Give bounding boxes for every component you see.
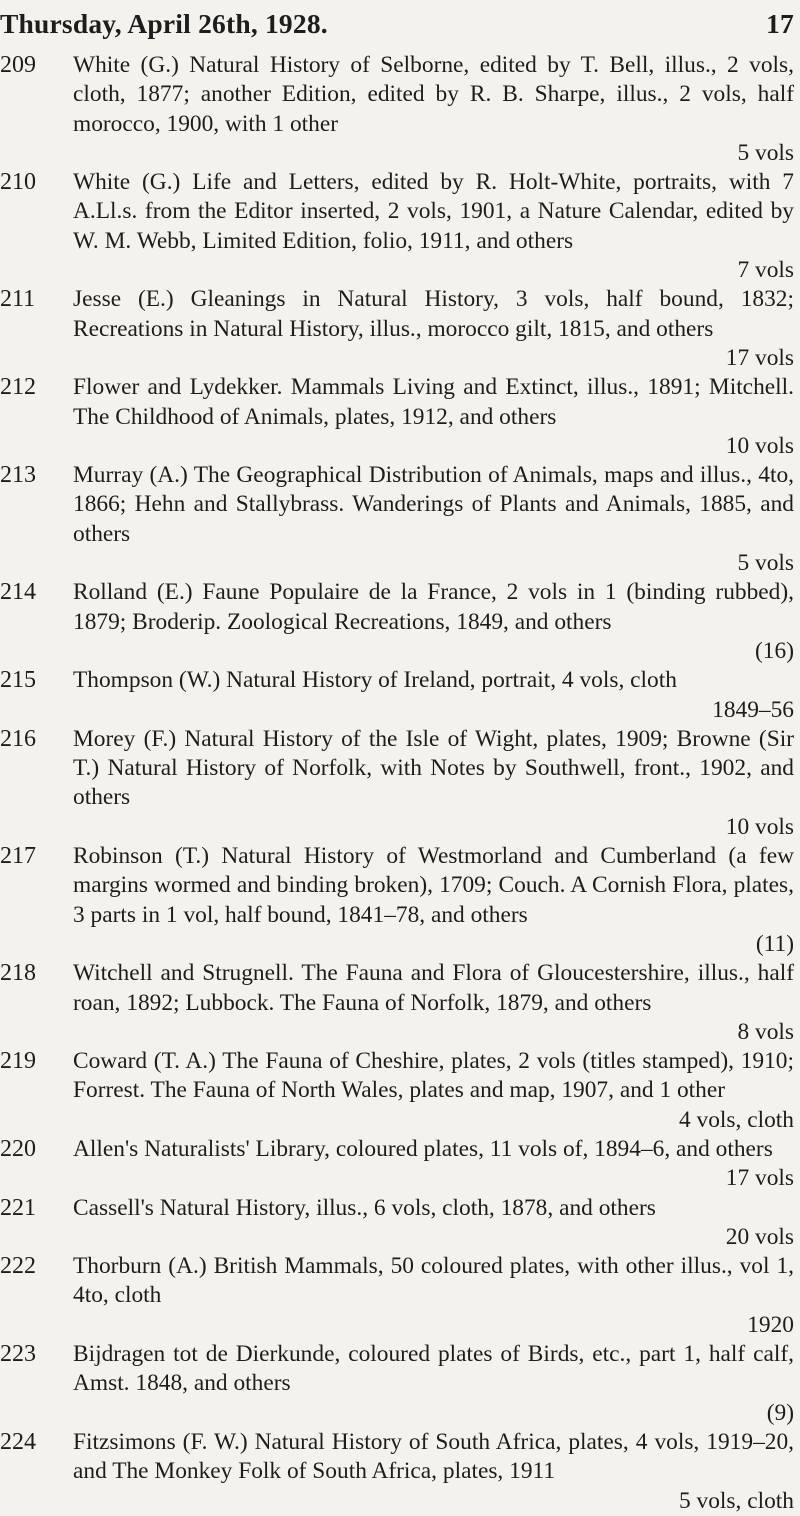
lot-description [73, 959, 794, 1047]
lot-description [73, 666, 794, 725]
lot-entry [0, 1340, 800, 1428]
lot-description [73, 373, 794, 461]
lot-text: Morey (F.) Natural History of the Isle of Wight, plates, 1909; Browne (Sir T.) Natural History of Norfolk, with Notes by Southwell, front., 1902, and others [73, 725, 794, 811]
lot-description [73, 51, 794, 168]
lot-quantity: 4 vols, cloth [678, 1106, 794, 1133]
lot-number: 224 [0, 1428, 36, 1455]
lot-number: 217 [0, 843, 36, 870]
lot-description [73, 461, 794, 578]
lot-number: 221 [0, 1194, 36, 1221]
lot-quantity: 17 vols [725, 344, 794, 371]
lot-number: 209 [0, 52, 36, 78]
lot-text: Rolland (E.) Faune Populaire de la France, 2 vols in 1 (binding rubbed), 1879; Broderip. Zoological Recreations, 1849, and others [73, 579, 794, 635]
lot-text: Robinson (T.) Natural History of Westmorland and Cumberland (a few margins wormed and binding broken), 1709; Couch. A Cornish Flora, plates, 3 parts in 1 vol, half bound, 1841–78, and others [73, 843, 794, 928]
lot-text: Cassell's Natural History, illus., 6 vols, cloth, 1878, and others [73, 1194, 656, 1221]
lot-quantity: 1849–56 [712, 696, 794, 723]
lot-entry [0, 725, 800, 842]
lot-quantity: 10 vols [725, 813, 794, 840]
lot-description [73, 1340, 794, 1428]
lot-number: 211 [0, 286, 36, 313]
lot-text: Coward (T. A.) The Fauna of Cheshire, plates, 2 vols (titles stamped), 1910; Forrest. The Fauna of North Wales, plates and map, 1907, and 1 other [73, 1048, 794, 1104]
lot-quantity: 5 vols, cloth [678, 1487, 794, 1514]
lot-entry [0, 578, 800, 666]
lot-number: 223 [0, 1341, 36, 1368]
sale-date: Thursday, April 26th, 1928. [0, 8, 328, 39]
lot-quantity: 5 vols [737, 139, 794, 166]
lot-quantity: 20 vols [725, 1223, 794, 1250]
lot-quantity: 10 vols [725, 432, 794, 459]
lot-number: 210 [0, 169, 36, 196]
lot-description [73, 578, 794, 666]
lot-entry [0, 168, 800, 285]
lot-entry [0, 842, 800, 959]
lot-entry [0, 285, 800, 373]
lot-description [73, 725, 794, 842]
lot-description [73, 1428, 794, 1516]
lot-description [73, 168, 794, 285]
lot-text: White (G.) Life and Letters, edited by R. Holt-White, portraits, with 7 A.Ll.s. from the Editor inserted, 2 vols, 1901, a Nature Calendar, edited by W. M. Webb, Limited Edition, folio, 1911, and others [73, 169, 794, 254]
lot-text: Allen's Naturalists' Library, coloured plates, 11 vols of, 1894–6, and others [73, 1135, 773, 1162]
lot-quantity: 17 vols [725, 1165, 794, 1192]
lot-text: Witchell and Strugnell. The Fauna and Flora of Gloucestershire, illus., half roan, 1892; Lubbock. The Fauna of Norfolk, 1879, and others [73, 960, 794, 1016]
lot-entry [0, 1047, 800, 1135]
lot-quantity: 8 vols [737, 1018, 794, 1045]
lot-text: Thompson (W.) Natural History of Ireland, portrait, 4 vols, cloth [73, 667, 677, 694]
lot-text: Bijdragen tot de Dierkunde, coloured plates of Birds, etc., part 1, half calf, Amst. 1848, and others [73, 1341, 794, 1397]
lot-number: 212 [0, 374, 36, 401]
lot-text: Thorburn (A.) British Mammals, 50 coloured plates, with other illus., vol 1, 4to, cloth [73, 1253, 794, 1309]
lot-number: 219 [0, 1048, 36, 1075]
lot-quantity: (16) [755, 637, 794, 664]
lot-text: Jesse (E.) Gleanings in Natural History, 3 vols, half bound, 1832; Recreations in Natural History, illus., morocco gilt, 1815, and others [73, 286, 794, 342]
lot-entry [0, 373, 800, 461]
lot-quantity: (11) [755, 930, 794, 957]
lot-list [0, 51, 800, 1516]
lot-number: 216 [0, 725, 36, 752]
lot-entry [0, 959, 800, 1047]
lot-quantity: 7 vols [737, 257, 794, 284]
lot-entry [0, 1428, 800, 1516]
lot-text: Flower and Lydekker. Mammals Living and Extinct, illus., 1891; Mitchell. The Childhood of Animals, plates, 1912, and others [73, 374, 794, 430]
lot-entry [0, 1135, 800, 1194]
lot-number: 213 [0, 462, 36, 489]
lot-quantity: 1920 [747, 1311, 794, 1338]
lot-text: White (G.) Natural History of Selborne, edited by T. Bell, illus., 2 vols, cloth, 1877; another Edition, edited by R. B. Sharpe, illus., 2 vols, half morocco, 1900, with 1 other [73, 52, 794, 137]
lot-entry [0, 51, 800, 168]
lot-text: Fitzsimons (F. W.) Natural History of South Africa, plates, 4 vols, 1919–20, and The Monkey Folk of South Africa, plates, 1911 [73, 1428, 794, 1485]
lot-description [73, 1135, 794, 1194]
lot-number: 218 [0, 960, 36, 987]
lot-quantity: 5 vols [737, 550, 794, 577]
lot-number: 220 [0, 1135, 36, 1162]
lot-entry [0, 666, 800, 725]
lot-description [73, 842, 794, 959]
lot-number: 214 [0, 579, 36, 606]
lot-entry [0, 1194, 800, 1253]
lot-number: 215 [0, 667, 36, 694]
page-number: 17 [766, 8, 794, 39]
lot-number: 222 [0, 1253, 36, 1280]
page-header [0, 8, 800, 48]
lot-description [73, 285, 794, 373]
lot-entry [0, 1252, 800, 1340]
lot-description [73, 1047, 794, 1135]
lot-description [73, 1252, 794, 1340]
lot-text: Murray (A.) The Geographical Distribution of Animals, maps and illus., 4to, 1866; Hehn and Stallybrass. Wanderings of Plants and Animals, 1885, and others [73, 462, 794, 547]
lot-entry [0, 461, 800, 578]
lot-description [73, 1194, 794, 1253]
lot-quantity: (9) [766, 1399, 794, 1426]
